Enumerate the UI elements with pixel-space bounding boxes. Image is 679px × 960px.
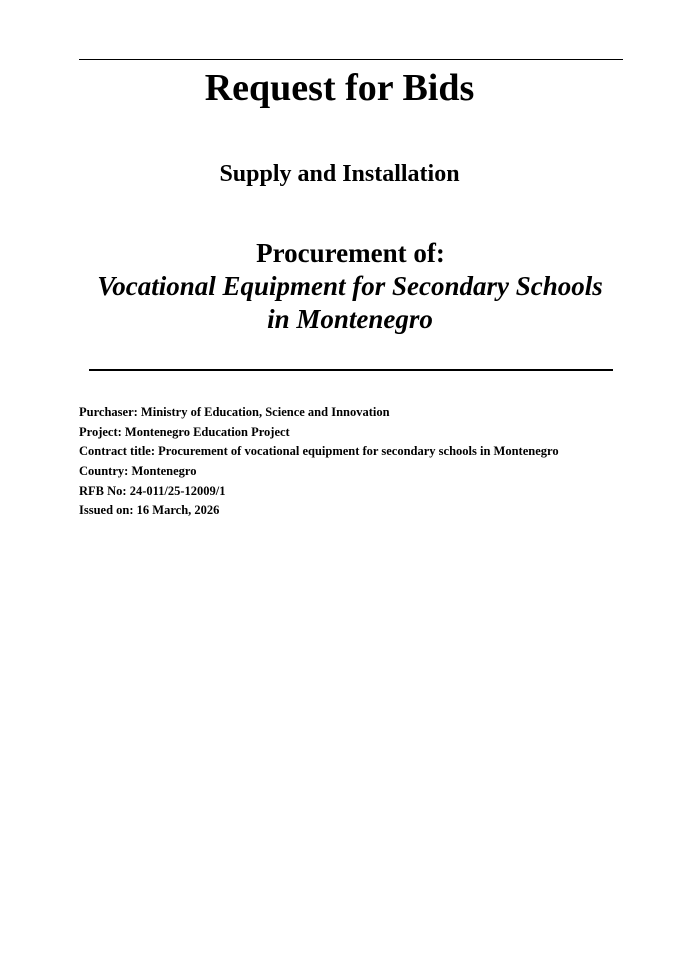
bid-details — [79, 405, 579, 523]
detail-label: Purchaser: — [79, 405, 138, 419]
detail-label: Issued on: — [79, 503, 134, 518]
detail-rfb-number — [79, 484, 579, 498]
detail-value: 16 March, 2026 — [136, 503, 220, 518]
detail-country — [79, 464, 579, 478]
detail-value: Montenegro Education Project — [124, 424, 290, 439]
detail-value: 24-011/25-12009/1 — [129, 483, 226, 498]
detail-value: Montenegro — [131, 464, 197, 479]
detail-purchaser — [79, 405, 579, 419]
detail-label: RFB No: — [79, 483, 127, 498]
detail-label: Contract title: — [79, 444, 156, 459]
top-divider — [79, 59, 623, 60]
detail-project — [79, 425, 579, 439]
detail-label: Project: — [79, 424, 122, 439]
document-title: Request for Bids — [204, 67, 475, 109]
procurement-subject: Vocational Equipment for Secondary Schools in Montenegro — [97, 271, 603, 334]
section-divider — [89, 369, 613, 371]
detail-value: Ministry of Education, Science and Innovation — [140, 405, 390, 419]
document-subtitle: Supply and Installation — [219, 161, 460, 187]
detail-label: Country: — [79, 464, 129, 479]
procurement-heading: Procurement of: — [256, 238, 445, 268]
detail-value: Procurement of vocational equipment for secondary schools in Montenegro — [158, 444, 559, 459]
detail-issued-on — [79, 503, 579, 517]
detail-contract-title — [79, 444, 579, 458]
